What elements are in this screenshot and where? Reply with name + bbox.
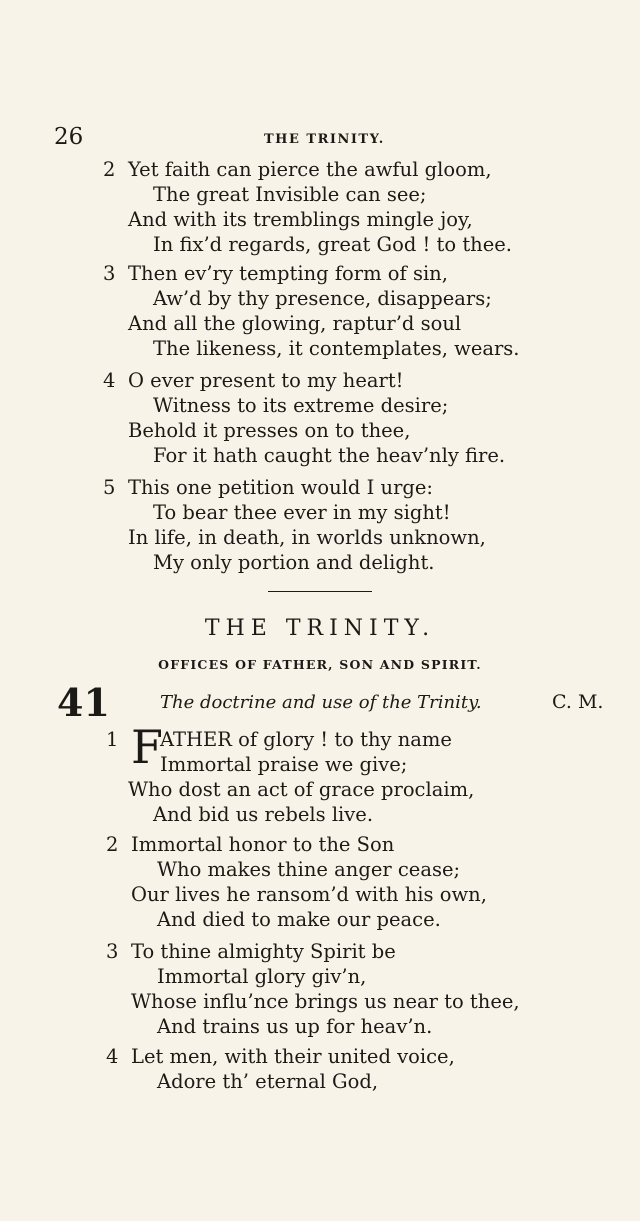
verse-line: Aw’d by thy presence, disappears; (153, 287, 492, 310)
drop-cap: F (131, 720, 163, 774)
page-number: 26 (54, 124, 84, 150)
verse-line: Whose influ’nce brings us near to thee, (131, 990, 520, 1013)
verse-line: Immortal praise we give; (160, 753, 408, 776)
verse-line: Yet faith can pierce the awful gloom, (128, 158, 492, 181)
verse-line: For it hath caught the heav’nly fire. (153, 444, 506, 467)
hymn-meter: C. M. (552, 691, 604, 713)
verse-line: In fix’d regards, great God ! to thee. (153, 233, 513, 256)
verse-line: Who dost an act of grace proclaim, (128, 778, 475, 801)
verse-line: My only portion and delight. (153, 551, 435, 574)
verse-line: Our lives he ransom’d with his own, (131, 883, 487, 906)
section-title: THE TRINITY. (204, 616, 436, 641)
verse-line: And with its tremblings mingle joy, (128, 208, 473, 231)
verse-line: Who makes thine anger cease; (157, 858, 461, 881)
section-subtitle: OFFICES OF FATHER, SON AND SPIRIT. (158, 657, 482, 672)
verse-line: Immortal honor to the Son (131, 833, 395, 856)
verse-line: And trains us up for heav’n. (157, 1015, 433, 1038)
running-head (54, 124, 574, 154)
section-divider (268, 591, 372, 592)
verse-line: This one petition would I urge: (128, 476, 433, 499)
verse-line: In life, in death, in worlds unknown, (128, 526, 486, 549)
verse-line: O ever present to my heart! (128, 369, 404, 392)
verse-line: And all the glowing, raptur’d soul (128, 312, 462, 335)
verse-line: And bid us rebels live. (153, 803, 374, 826)
stanza-number: 1 (106, 728, 119, 751)
verse-line: Let men, with their united voice, (131, 1045, 455, 1068)
hymn-heading: The doctrine and use of the Trinity. (160, 692, 482, 713)
verse-line: ATHER of glory ! to thy name (160, 728, 452, 751)
verse-line: Then ev’ry tempting form of sin, (128, 262, 448, 285)
verse-line: Immortal glory giv’n, (157, 965, 367, 988)
verse-line: The likeness, it contemplates, wears. (153, 337, 520, 360)
stanza-number: 2 (103, 158, 116, 181)
hymn-number: 41 (57, 680, 110, 725)
verse-line: The great Invisible can see; (153, 183, 427, 206)
stanza-number: 4 (103, 369, 116, 392)
verse-line: Adore th’ eternal God, (157, 1070, 379, 1093)
stanza-number: 3 (103, 262, 116, 285)
stanza-number: 3 (106, 940, 119, 963)
verse-line: To bear thee ever in my sight! (153, 501, 451, 524)
verse-line: Behold it presses on to thee, (128, 419, 411, 442)
stanza-number: 2 (106, 833, 119, 856)
verse-line: Witness to its extreme desire; (153, 394, 449, 417)
stanza-number: 4 (106, 1045, 119, 1068)
verse-line: To thine almighty Spirit be (131, 940, 396, 963)
running-title: THE TRINITY. (264, 132, 385, 147)
stanza-number: 5 (103, 476, 116, 499)
verse-line: And died to make our peace. (157, 908, 441, 931)
